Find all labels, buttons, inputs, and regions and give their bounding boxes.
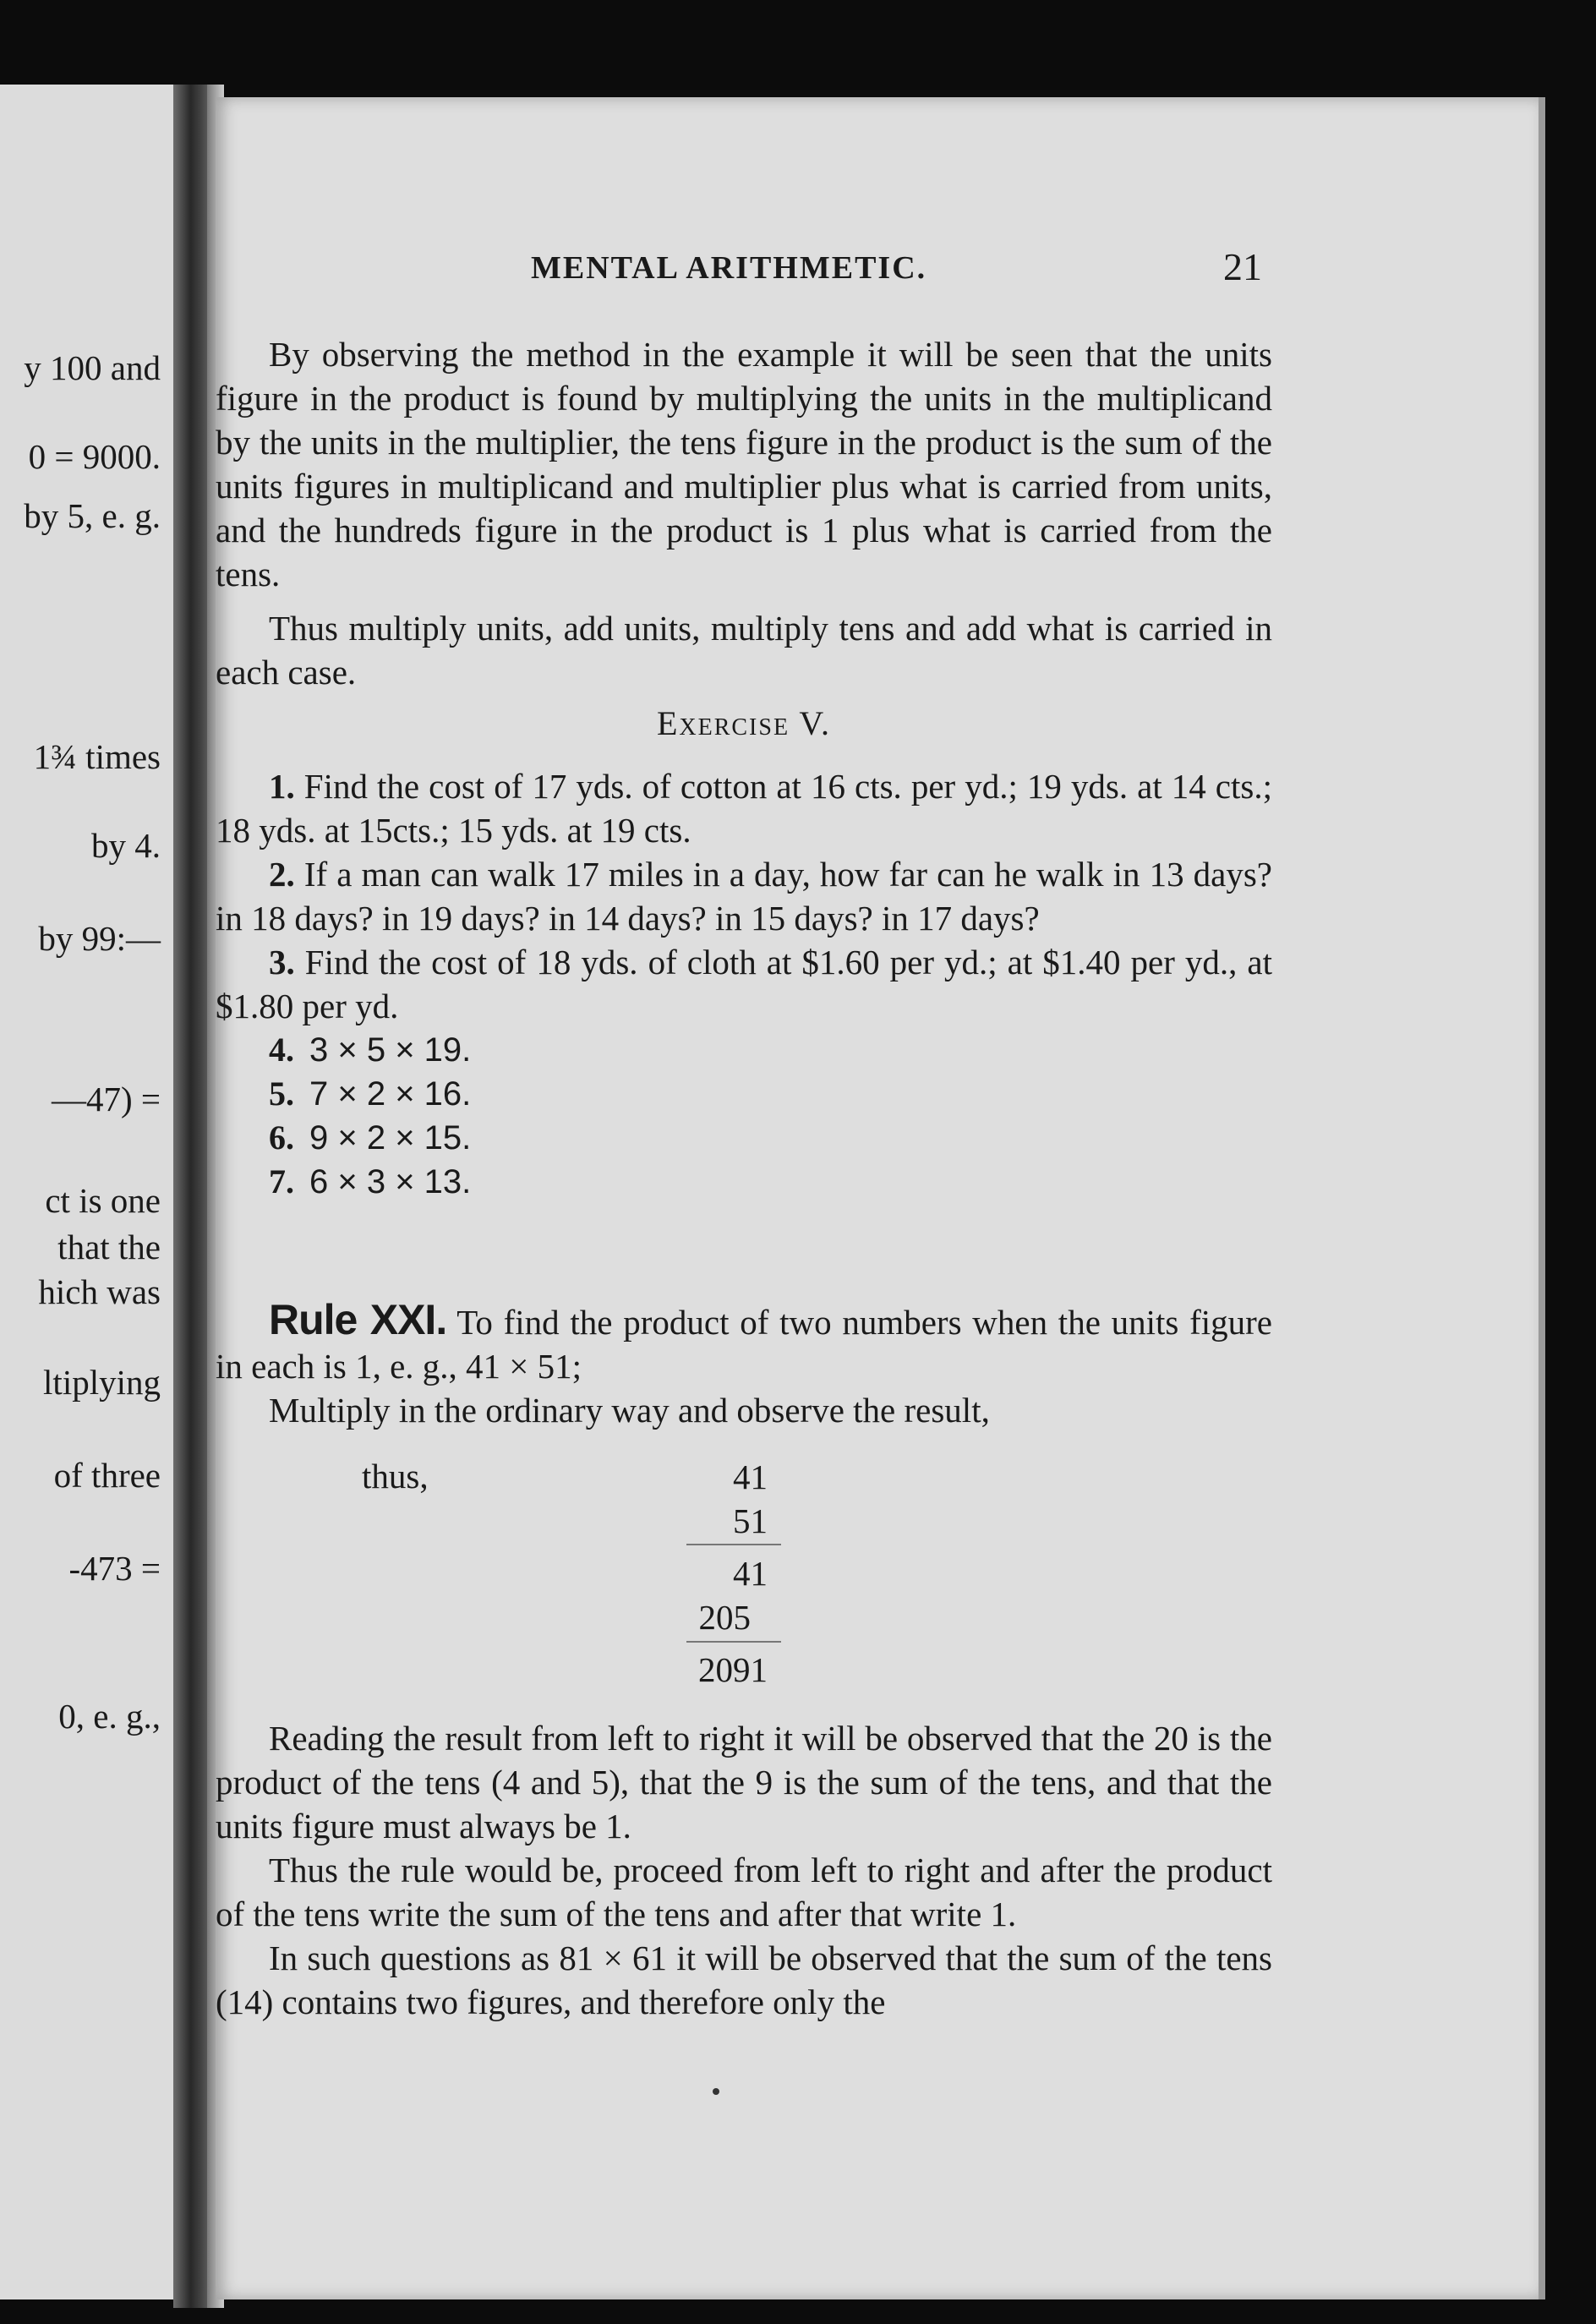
exercise-item: [216, 1160, 1272, 1204]
exercise-number: 4.: [269, 1031, 294, 1069]
intro-paragraph-2: Thus multiply units, add units, multiply tens and add what is carried in each case.: [216, 609, 1272, 692]
calc-partial-1: 41: [733, 1554, 768, 1593]
page-title: MENTAL ARITHMETIC.: [531, 250, 927, 286]
exercise-text: 3 × 5 × 19.: [309, 1031, 472, 1069]
exercise-item: [216, 940, 1272, 1028]
exercise-item: [216, 1116, 1272, 1160]
exercise-number: 7.: [269, 1162, 294, 1200]
left-fragment: by 5, e. g.: [24, 496, 161, 535]
exercise-item: [216, 1028, 1272, 1072]
left-fragment: 0 = 9000.: [28, 437, 161, 476]
exercise-item: [216, 764, 1272, 852]
exercise-number: 2.: [269, 855, 295, 894]
left-fragment: y 100 and: [24, 348, 161, 387]
intro-paragraph-1: By observing the method in the example it will be seen that the units figure in the product is found by multiplying the units in the multiplicand by the units in the multiplier, the tens figure in the product is the sum of the units figures in multiplicand and multiplier plus what is carried from units, and the hundreds figure in the product is 1 plus what is carried from the tens.: [216, 335, 1272, 593]
left-fragment: 1¾ times: [33, 737, 161, 776]
exercise-text: Find the cost of 18 yds. of cloth at $1.60 per yd.; at $1.40 per yd., at $1.80 per yd.: [216, 943, 1273, 1025]
left-fragment: hich was: [38, 1272, 161, 1311]
page-edge: [1539, 97, 1545, 2299]
exercise-item: [216, 1072, 1272, 1116]
print-speck: [713, 2088, 719, 2095]
exercise-number: 3.: [269, 943, 295, 982]
left-fragment: —47) =: [51, 1080, 161, 1118]
exercise-text: 9 × 2 × 15.: [309, 1119, 472, 1157]
intro-section: [216, 332, 1272, 694]
rule-statement: [216, 1298, 1272, 1388]
page-number: 21: [1223, 245, 1262, 288]
running-header: [0, 245, 1596, 292]
explanation-paragraph-3: In such questions as 81 × 61 it will be observed that the sum of the tens (14) contains two figures, and therefore only the: [216, 1938, 1272, 2021]
rule-section: [216, 1298, 1272, 1432]
previous-page-strip: [0, 85, 178, 2299]
rule-instruction: Multiply in the ordinary way and observe the result,: [269, 1391, 990, 1430]
calc-multiplicand: 41: [733, 1457, 768, 1496]
rule-text: To find the product of two numbers when the units figure in each is 1, e. g., 41 × 51;: [216, 1303, 1272, 1386]
gutter-shadow: [173, 85, 207, 2308]
explanation-paragraph-1: Reading the result from left to right it will be observed that the 20 is the product of the tens (4 and 5), that the 9 is the sum of the tens, and that the units figure must always be 1.: [216, 1719, 1272, 1846]
exercise-heading: [216, 702, 1272, 746]
exercise-text: 6 × 3 × 13.: [309, 1163, 472, 1200]
exercise-text: 7 × 2 × 16.: [309, 1075, 472, 1113]
explanation-paragraph-2: Thus the rule would be, proceed from left to right and after the product of the tens write the sum of the tens and after that write 1.: [216, 1851, 1272, 1933]
thus-label: thus,: [362, 1457, 429, 1496]
left-fragment: by 4.: [91, 826, 161, 865]
left-fragment: 0, e. g.,: [58, 1697, 161, 1736]
exercise-text: If a man can walk 17 miles in a day, how far can he walk in 13 days? in 18 days? in 19 days? in 14 days? in 15 days? in 17 days?: [216, 855, 1272, 938]
rule-label: Rule XXI.: [269, 1296, 447, 1343]
left-fragment: -473 =: [68, 1549, 161, 1588]
calc-rule-line: [686, 1641, 781, 1643]
calc-partial-2: 205: [698, 1598, 751, 1637]
exercise-number: 1.: [269, 767, 295, 806]
calc-rule-line: [686, 1544, 781, 1545]
exercise-text: Find the cost of 17 yds. of cotton at 16 cts. per yd.; 19 yds. at 14 cts.; 18 yds. at 15cts.; 15 yds. at 19 cts.: [216, 767, 1272, 850]
exercise-section: [216, 702, 1272, 1204]
explanation-section: [216, 1716, 1272, 2024]
left-fragment: of three: [53, 1456, 161, 1495]
left-fragment: that the: [57, 1228, 161, 1266]
calc-product: 2091: [698, 1650, 768, 1689]
left-fragment: ltiplying: [43, 1363, 161, 1402]
left-fragment: by 99:—: [38, 919, 161, 958]
exercise-number: 6.: [269, 1118, 294, 1157]
exercise-number: 5.: [269, 1075, 294, 1113]
exercise-item: [216, 852, 1272, 940]
calc-multiplier: 51: [733, 1501, 768, 1540]
exercise-heading-text: Exercise V.: [656, 704, 832, 742]
left-fragment: ct is one: [45, 1181, 161, 1220]
